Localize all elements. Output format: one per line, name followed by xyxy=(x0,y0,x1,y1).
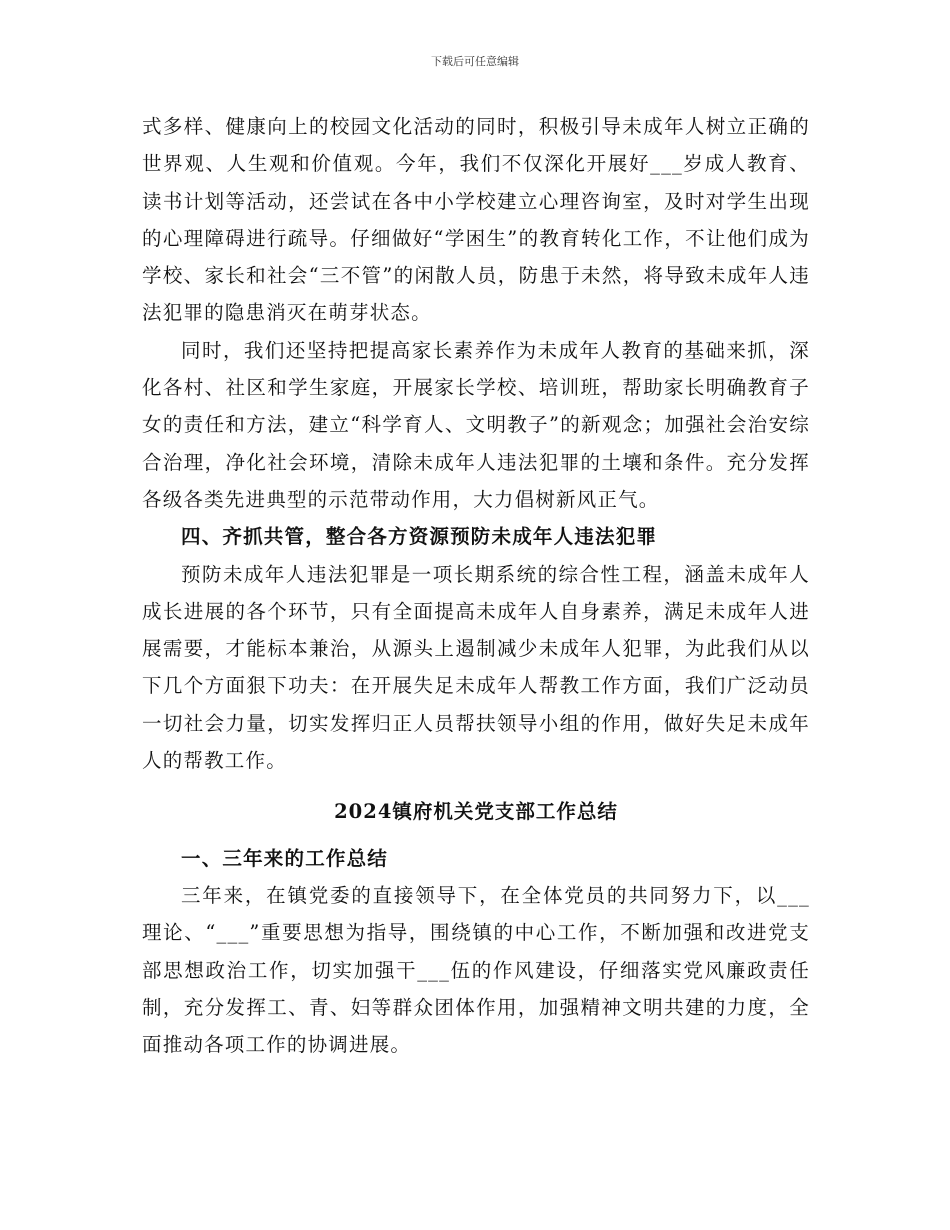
document-body xyxy=(142,108,810,1063)
paragraph-three-year-summary: 三年来，在镇党委的直接领导下，在全体党员的共同努力下，以___理论、“___”重要思想为指导，围绕镇的中心工作，不断加强和改进党支部思想政治工作，切实加强干___伍的作风建设，仔细落实党风廉政责任制，充分发挥工、青、妇等群众团体作用，加强精神文明共建的力度，全面推动各项工作的协调进展。 xyxy=(142,883,810,1057)
section-heading-four: 四、齐抓共管，整合各方资源预防未成年人违法犯罪 xyxy=(181,525,658,549)
page-header-note: 下载后可任意编辑 xyxy=(431,55,519,68)
document-title: 2024镇府机关党支部工作总结 xyxy=(334,800,618,824)
paragraph-prevention: 预防未成年人违法犯罪是一项长期系统的综合性工程，涵盖未成年人成长进展的各个环节，只有全面提高未成年人自身素养，满足未成年人进展需要，才能标本兼治，从源头上遏制减少未成年人犯罪，为此我们从以下几个方面狠下功夫：在开展失足未成年人帮教工作方面，我们广泛动员一切社会力量，切实发挥归正人员帮扶领导小组的作用，做好失足未成年人的帮教工作。 xyxy=(142,562,810,773)
paragraph-parent-education: 同时，我们还坚持把提高家长素养作为未成年人教育的基础来抓，深化各村、社区和学生家庭，开展家长学校、培训班，帮助家长明确教育子女的责任和方法，建立“科学育人、文明教子”的新观念；加强社会治安综合治理，净化社会环境，清除未成年人违法犯罪的土壤和条件。充分发挥各级各类先进典型的示范带动作用，大力倡树新风正气。 xyxy=(142,338,810,511)
section-heading-one: 一、三年来的工作总结 xyxy=(181,846,389,870)
paragraph-campus-activities: 式多样、健康向上的校园文化活动的同时，积极引导未成年人树立正确的世界观、人生观和价值观。今年，我们不仅深化开展好___岁成人教育、读书计划等活动，还尝试在各中小学校建立心理咨询室，及时对学生出现的心理障碍进行疏导。仔细做好“学困生”的教育转化工作，不让他们成为学校、家长和社会“三不管”的闲散人员，防患于未然，将导致未成年人违法犯罪的隐患消灭在萌芽状态。 xyxy=(142,115,810,325)
